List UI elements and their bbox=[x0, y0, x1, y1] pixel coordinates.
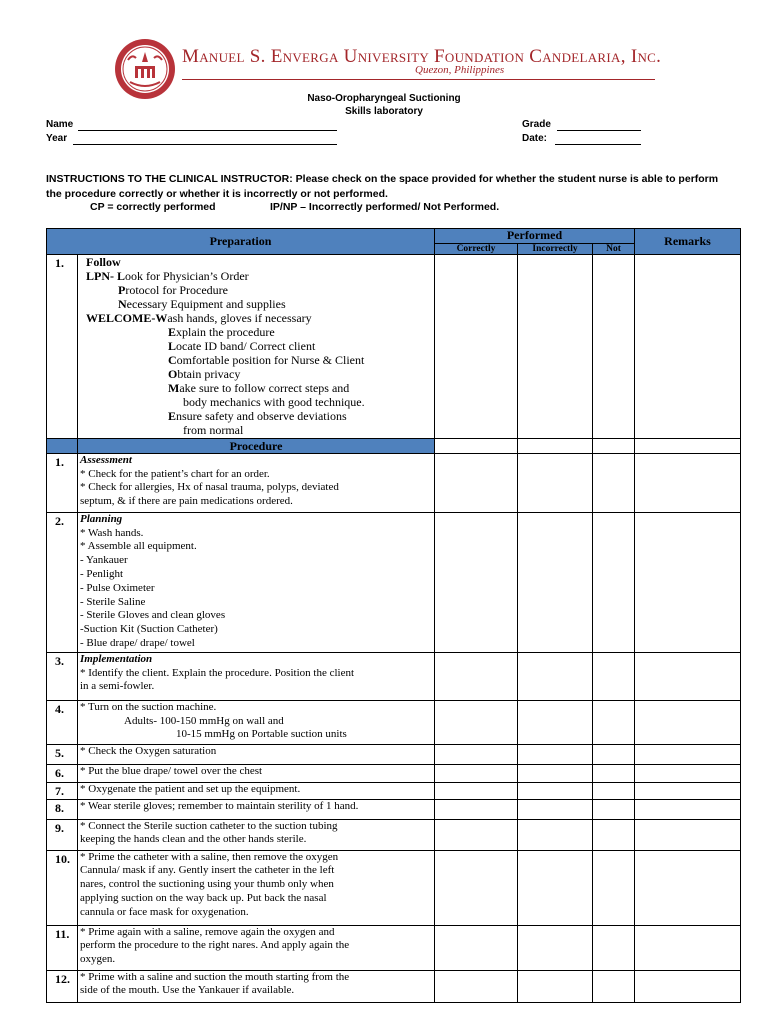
welcome-line-w: WELCOME-Wash hands, gloves if necessary bbox=[86, 310, 312, 325]
not-cell[interactable] bbox=[593, 512, 635, 652]
section-label: Assessment bbox=[80, 453, 132, 466]
not-cell[interactable] bbox=[593, 799, 635, 819]
not-cell[interactable] bbox=[593, 700, 635, 744]
table-row bbox=[47, 850, 741, 925]
step-line: * Connect the Sterile suction catheter to the suction tubing bbox=[80, 819, 338, 832]
table-row bbox=[47, 254, 741, 438]
incorrectly-cell[interactable] bbox=[518, 652, 593, 700]
step-line: * Identify the client. Explain the procedure. Position the client bbox=[80, 666, 355, 679]
lpn-line-l: LPN- Look for Physician’s Order bbox=[86, 268, 249, 283]
step-line: * Check for allergies, Hx of nasal trauma, polyps, deviated bbox=[80, 481, 339, 494]
remarks-cell[interactable] bbox=[635, 700, 741, 744]
correctly-cell[interactable] bbox=[435, 254, 518, 438]
table-row bbox=[47, 782, 741, 799]
remarks-cell[interactable] bbox=[635, 453, 741, 512]
welcome-line-e2-cont: from normal bbox=[183, 422, 244, 437]
remarks-cell[interactable] bbox=[635, 438, 741, 453]
step-line: - Yankauer bbox=[80, 554, 128, 567]
name-field[interactable] bbox=[78, 120, 337, 131]
lpn-line-p: Protocol for Procedure bbox=[118, 282, 228, 297]
step-line: - Blue drape/ drape/ towel bbox=[80, 636, 195, 649]
incorrectly-cell[interactable] bbox=[518, 764, 593, 782]
name-label: Name bbox=[46, 119, 74, 130]
remarks-cell[interactable] bbox=[635, 652, 741, 700]
table-row bbox=[47, 453, 741, 512]
step-line: 10-15 mmHg on Portable suction units bbox=[176, 728, 347, 741]
step-line: * Put the blue drape/ towel over the chest bbox=[78, 764, 435, 782]
incorrectly-cell[interactable] bbox=[518, 700, 593, 744]
incorrectly-cell[interactable] bbox=[518, 453, 593, 512]
remarks-header: Remarks bbox=[635, 229, 741, 255]
welcome-line-m-cont: body mechanics with good technique. bbox=[183, 394, 365, 409]
step-content bbox=[78, 652, 435, 700]
table-row bbox=[47, 700, 741, 744]
correctly-cell[interactable] bbox=[435, 744, 518, 764]
row-number: 9. bbox=[47, 819, 78, 850]
incorrectly-cell[interactable] bbox=[518, 850, 593, 925]
step-line: Adults- 100-150 mmHg on wall and bbox=[124, 714, 284, 727]
correctly-cell[interactable] bbox=[435, 782, 518, 799]
step-line: in a semi-fowler. bbox=[80, 680, 155, 693]
remarks-cell[interactable] bbox=[635, 764, 741, 782]
remarks-cell[interactable] bbox=[635, 850, 741, 925]
not-cell[interactable] bbox=[593, 970, 635, 1002]
remarks-cell[interactable] bbox=[635, 819, 741, 850]
checklist-table bbox=[46, 228, 741, 1003]
step-line: * Turn on the suction machine. bbox=[80, 700, 217, 713]
correctly-cell[interactable] bbox=[435, 819, 518, 850]
step-line: side of the mouth. Use the Yankauer if available. bbox=[80, 984, 295, 997]
not-cell[interactable] bbox=[593, 652, 635, 700]
correctly-cell[interactable] bbox=[435, 799, 518, 819]
remarks-cell[interactable] bbox=[635, 970, 741, 1002]
correctly-cell[interactable] bbox=[435, 438, 518, 453]
welcome-line-e: Explain the procedure bbox=[168, 324, 275, 339]
section-label: Implementation bbox=[80, 652, 153, 665]
row-number: 1. bbox=[47, 453, 78, 512]
grade-label: Grade bbox=[522, 119, 551, 130]
year-label: Year bbox=[46, 133, 68, 144]
incorrectly-cell[interactable] bbox=[518, 254, 593, 438]
step-line: keeping the hands clean and the other hands sterile. bbox=[80, 833, 307, 846]
table-row bbox=[47, 764, 741, 782]
remarks-cell[interactable] bbox=[635, 744, 741, 764]
welcome-line-e2: Ensure safety and observe deviations bbox=[168, 408, 347, 423]
step-line: * Prime the catheter with a saline, then remove the oxygen bbox=[80, 850, 339, 863]
step-line: * Prime with a saline and suction the mouth starting from the bbox=[80, 970, 350, 983]
not-cell[interactable] bbox=[593, 764, 635, 782]
ipnp-legend: IP/NP – Incorrectly performed/ Not Performed. bbox=[270, 201, 500, 213]
step-line: applying suction on the way back up. Put back the nasal bbox=[80, 891, 327, 904]
date-label: Date: bbox=[522, 133, 548, 144]
row-number: 3. bbox=[47, 652, 78, 700]
row-number: 7. bbox=[47, 782, 78, 799]
step-line: - Pulse Oximeter bbox=[80, 581, 155, 594]
incorrectly-cell[interactable] bbox=[518, 970, 593, 1002]
table-row bbox=[47, 799, 741, 819]
incorrectly-header: Incorrectly bbox=[518, 243, 593, 254]
not-cell[interactable] bbox=[593, 438, 635, 453]
document-subtitle: Skills laboratory bbox=[345, 106, 423, 117]
step-line: * Check for the patient’s chart for an order. bbox=[80, 467, 270, 480]
preparation-header: Preparation bbox=[47, 229, 435, 255]
not-cell[interactable] bbox=[593, 925, 635, 970]
step-line: perform the procedure to the right nares. And apply again the bbox=[80, 939, 350, 952]
correctly-cell[interactable] bbox=[435, 700, 518, 744]
remarks-cell[interactable] bbox=[635, 782, 741, 799]
university-seal-icon bbox=[114, 38, 176, 100]
step-line: - Penlight bbox=[80, 567, 124, 580]
table-row bbox=[47, 512, 741, 652]
row-number: 10. bbox=[47, 850, 78, 925]
incorrectly-cell[interactable] bbox=[518, 782, 593, 799]
step-line: oxygen. bbox=[80, 953, 116, 966]
step-line: * Wash hands. bbox=[80, 526, 144, 539]
not-cell[interactable] bbox=[593, 744, 635, 764]
incorrectly-cell[interactable] bbox=[518, 512, 593, 652]
row-number: 6. bbox=[47, 764, 78, 782]
step-line: * Check the Oxygen saturation bbox=[78, 744, 435, 764]
not-cell[interactable] bbox=[593, 254, 635, 438]
document-title: Naso-Oropharyngeal Suctioning bbox=[307, 93, 461, 104]
step-line: * Wear sterile gloves; remember to maintain sterility of 1 hand. bbox=[78, 799, 435, 819]
step-content bbox=[78, 819, 435, 850]
university-name: Manuel S. Enverga University Foundation Candelaria, Inc. bbox=[182, 46, 662, 67]
procedure-header-spacer bbox=[47, 438, 78, 453]
step-line: * Oxygenate the patient and set up the equipment. bbox=[78, 782, 435, 799]
welcome-line-m: Make sure to follow correct steps and bbox=[168, 380, 350, 395]
step-line: * Prime again with a saline, remove again the oxygen and bbox=[80, 925, 335, 938]
incorrectly-cell[interactable] bbox=[518, 925, 593, 970]
correctly-cell[interactable] bbox=[435, 925, 518, 970]
table-row bbox=[47, 819, 741, 850]
table-row bbox=[47, 970, 741, 1002]
incorrectly-cell[interactable] bbox=[518, 744, 593, 764]
step-line: septum, & if there are pain medications ordered. bbox=[80, 495, 293, 508]
grade-field[interactable] bbox=[557, 120, 641, 131]
welcome-line-c: Comfortable position for Nurse & Client bbox=[168, 352, 365, 367]
header-divider bbox=[182, 79, 655, 80]
lpn-line-n: Necessary Equipment and supplies bbox=[118, 296, 286, 311]
remarks-cell[interactable] bbox=[635, 925, 741, 970]
incorrectly-cell[interactable] bbox=[518, 819, 593, 850]
incorrectly-cell[interactable] bbox=[518, 799, 593, 819]
correctly-cell[interactable] bbox=[435, 764, 518, 782]
section-label: Planning bbox=[80, 512, 123, 525]
step-line: -Suction Kit (Suction Catheter) bbox=[80, 623, 218, 636]
row-number: 5. bbox=[47, 744, 78, 764]
not-header: Not bbox=[593, 243, 635, 254]
procedure-header: Procedure bbox=[78, 438, 435, 453]
not-cell[interactable] bbox=[593, 782, 635, 799]
correctly-header: Correctly bbox=[435, 243, 518, 254]
welcome-line-l: Locate ID band/ Correct client bbox=[168, 338, 316, 353]
preparation-content bbox=[78, 254, 435, 438]
row-number: 1. bbox=[47, 254, 78, 438]
table-row bbox=[47, 744, 741, 764]
step-line: Cannula/ mask if any. Gently insert the catheter in the left bbox=[80, 864, 335, 877]
step-content bbox=[78, 700, 435, 744]
step-line: * Assemble all equipment. bbox=[80, 540, 197, 553]
university-location: Quezon, Philippines bbox=[415, 64, 505, 76]
incorrectly-cell[interactable] bbox=[518, 438, 593, 453]
step-content bbox=[78, 512, 435, 652]
row-number: 8. bbox=[47, 799, 78, 819]
step-line: cannula or face mask for oxygenation. bbox=[80, 905, 249, 918]
remarks-cell[interactable] bbox=[635, 254, 741, 438]
table-row bbox=[47, 652, 741, 700]
not-cell[interactable] bbox=[593, 819, 635, 850]
performed-header: Performed bbox=[435, 229, 635, 244]
correctly-cell[interactable] bbox=[435, 512, 518, 652]
year-field[interactable] bbox=[73, 134, 337, 145]
follow-label: Follow bbox=[86, 254, 121, 269]
not-cell[interactable] bbox=[593, 850, 635, 925]
remarks-cell[interactable] bbox=[635, 799, 741, 819]
instructions-text: INSTRUCTIONS TO THE CLINICAL INSTRUCTOR: Please check on the space provided for whether the student nurse is able to perform the procedure correctly or whether it is incorrectly or not performed. bbox=[46, 173, 719, 200]
correctly-cell[interactable] bbox=[435, 652, 518, 700]
row-number: 12. bbox=[47, 970, 78, 1002]
step-line: nares, control the suctioning using your thumb only when bbox=[80, 878, 334, 891]
cp-legend: CP = correctly performed bbox=[90, 201, 216, 213]
correctly-cell[interactable] bbox=[435, 850, 518, 925]
step-line: - Sterile Saline bbox=[80, 595, 146, 608]
step-content bbox=[78, 850, 435, 925]
date-field[interactable] bbox=[555, 134, 641, 145]
correctly-cell[interactable] bbox=[435, 453, 518, 512]
step-line: - Sterile Gloves and clean gloves bbox=[80, 609, 226, 622]
row-number: 2. bbox=[47, 512, 78, 652]
welcome-line-o: Obtain privacy bbox=[168, 366, 241, 381]
row-number: 11. bbox=[47, 925, 78, 970]
step-content bbox=[78, 925, 435, 970]
remarks-cell[interactable] bbox=[635, 512, 741, 652]
step-content bbox=[78, 453, 435, 512]
not-cell[interactable] bbox=[593, 453, 635, 512]
table-row bbox=[47, 925, 741, 970]
row-number: 4. bbox=[47, 700, 78, 744]
correctly-cell[interactable] bbox=[435, 970, 518, 1002]
step-content bbox=[78, 970, 435, 1002]
